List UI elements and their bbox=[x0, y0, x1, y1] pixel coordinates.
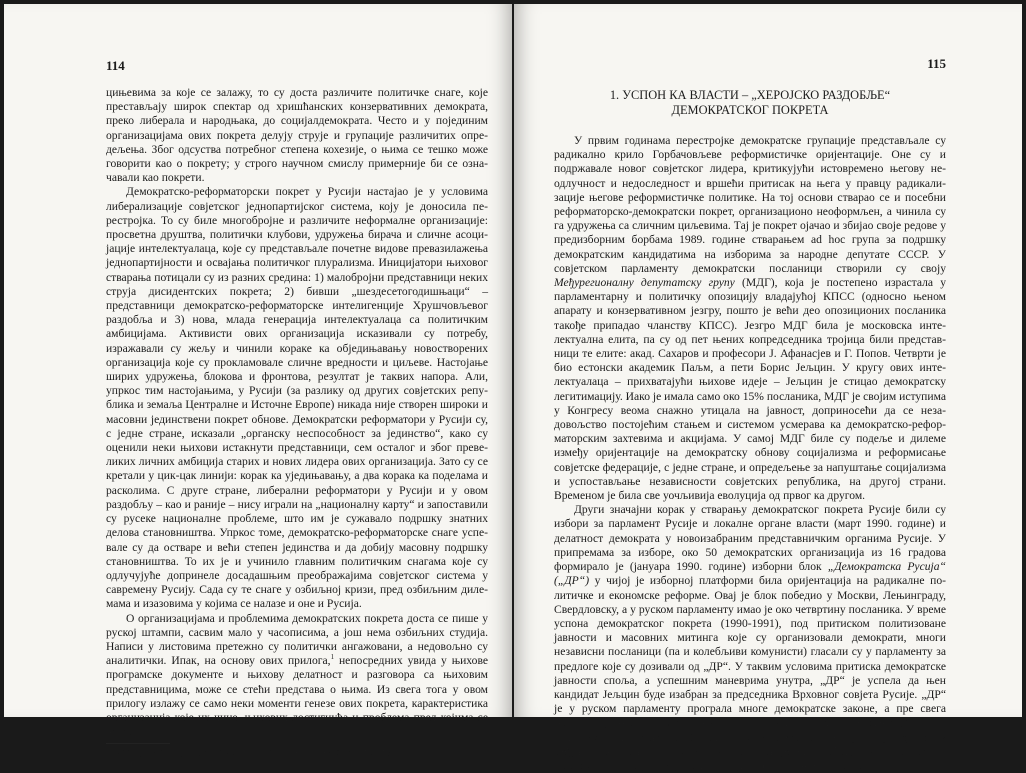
paragraph-part: (12. јуна 1990. године). Ослањајући се на подршку политизованих бирача и демократских партија, која су се у међувремену створале, демократи су извојевали победу на изборима за председника Русије (12. јуна 1991. године). Јељцин је победио пе- bbox=[554, 716, 946, 772]
left-page-body bbox=[106, 86, 488, 739]
left-page bbox=[4, 4, 512, 759]
right-page-body bbox=[554, 134, 946, 773]
footnote-text: Важнији материјали, документи и чланци наведени су у литератури. bbox=[112, 747, 404, 759]
paragraph bbox=[554, 134, 946, 503]
paragraph: Демократско-реформаторски покрет у Русији настајао је у условима либерализације совјетског једнопартијског система, коју је доносила перестројка. То су биле многобројне и различите неформалне организације: просветна друштва, политички клубови, удружења бирача и сличне асоцијације интелектуалаца, које су представљале почетне видове превазилажења једнопартијности и освајања политичког плурализма. Иницијатори њиховог стварања потицали су из разних средина: 1) малобројни представници неких струја дисидентских покрета; 2) бивши „шездесетогодишњаци“ – представници демократско-реформаторске интелигенције Хрушчовљевог раздобља и 3) нова, млада генерација интелектуалаца са политичким амбицијама. Активисти ових организација исказивали су потребу, изражавали су жељу и чинили кораке ка обједињавању новостворених организација које су прокламовале сличне вредности и циљеве. Настојање ширих удружења, блокова и фронтова, резултат је таквих напора. Али, упркос тим настојањима, у Русији (за разлику од других совјетских република и земаља Централне и Источне Европе) никада није створен широки и масовни јединствени покрет обнове. Демократски реформатори у Русији су, с једне стране, исказали „органску неспособност за јединство“, како су оценили неки њихови истакнути представници, сем осталог и због превеликих личних амбиција старих и нових лидера ових организација. Зато су се кретали у цик-цак линији: корак ка уједињавању, а два корака ка поделама и расколима. С друге стране, либерални реформатори у Русији и у овом раздобљу – као и раније – нису играли на „националну карту“ и запоставили су русеке националне проблеме, што им је сужавало подршку знатних делова становништва. Упркос томе, демократско-реформаторске снаге успевале су да остваре и већи степен јединства и да добију масовну подршку становништва. То их је и учинило главним политичким снагама које су одлучујуће допринеле досадашњим преображајима совјетског система у савремену Русију. Сада су те снаге у озбиљној кризи, пред озбиљним дилемама и изазовима у којима се налазе и оне и Русија. bbox=[106, 185, 488, 611]
emphasis: Међурегионалну депутатску групу bbox=[554, 276, 735, 290]
paragraph-part: У првим годинама перестројке демократске групације представљале су радикално крило Горбачовљеве реформистичке оријентације. Оне су и подржавале новог совјетског лидера, критикујући истовремено његову неодлучност и недоследност и вршећи притисак на њега у правцу радикализације његове реформистичке политике. На тој основи стварао се и посебни реформаторско-демократски покрет, организационо неоформљен, а чинила су га удружења са сличним циљевима. Тај је покрет ојачао и збијао своје редове у предизборним борбама 1989. године стварањем ad hoc група за подршку демократским кандидатима на изборима за народне депутате СССР. У совјетском парламенту демократски посланици створили су своју bbox=[554, 134, 946, 275]
paragraph-part: непосредних увида у њихове програмске документе и њихову делатност и разговора са њиховим представницима, може се стећи представа о њима. Из свега тога у овом прилогу излажу се само неки моменти генезе ових покрета, карактеристика организација које их чине, њихових достигнућа и проблема пред којима се налазе. bbox=[106, 654, 488, 739]
emphasis: „Демократска Русија“ („ДР“) bbox=[554, 560, 946, 588]
paragraph: цињевима за које се залажу, то су доста различите политичке снаге, које престављају широк спектар од хришћанских конзервативних демократа, преко либерала и народњака, до социјалдемократа. Често и у појединим организацијама ових покрета делују струје и групације различитих опредељења. Због одсуства потребног степена кохезије, о њима се тешко може говорити као о покрету; у строго научном смислу примерније би се означавали као покрети. bbox=[106, 86, 488, 185]
right-page bbox=[514, 4, 1022, 772]
chapter-heading bbox=[554, 88, 946, 118]
heading-line: 1. УСПОН КА ВЛАСТИ – „ХЕРОЈСКО РАЗДОБЉЕ“ bbox=[609, 88, 891, 102]
footnote bbox=[106, 747, 488, 759]
paragraph-part: Други значајни корак у стварању демократског покрета Русије били су избори за парламент Русије и локалне органе власти (март 1990. године) и делатност демократа у новоизабраним представничким органима Русије. У припремама за изборе, око 50 демократских организација из 16 градова формирало је (јануара 1990. године) изборни блок bbox=[554, 503, 946, 574]
paragraph bbox=[554, 503, 946, 773]
footnote-ref: 1 bbox=[330, 653, 335, 662]
paragraph bbox=[106, 612, 488, 740]
page-number-right: 115 bbox=[927, 56, 946, 71]
footnote-marker: 1 bbox=[106, 745, 110, 754]
paragraph-part: О организацијама и проблемима демократских покрета доста се пише у руској штампи, сасвим мало у часописима, а још нема озбиљних студија. Написи у листовима претежно су политички ангажовани, а недовољно су аналитички. Ипак, на основу ових прилога, bbox=[106, 611, 488, 668]
paragraph-part: у чијој је изборној платформи била оријентација на радикалне политичке и економске реформе. Овај је блок победио у Москви, Лењинграду, Свердловску, а у руском парламенту имао је око четвртину посланика. У време успона демократског покрета (1990-1991), под притиском политизоване јавности и масовних митинга које су организовали демократи, многи независни посланици (па и колебљиви комунисти) гласали су у парламенту за предлоге које су дозивали од „ДР“. У таквим условима притиска демократске јавности споља, а успешним маневрима унутра, „ДР“ је успела да њен кандидат Јељцин буде изабран за председника Врховног совјета Русије. „ДР“ је у руском парламенту програла многе демократске законе, а пре свега bbox=[554, 574, 946, 716]
page-number-left: 114 bbox=[106, 58, 125, 73]
heading-line: ДЕМОКРАТСКОГ ПОКРЕТА bbox=[671, 103, 829, 117]
footnote-divider bbox=[106, 743, 170, 744]
paragraph-part: (МДГ), која је постепено израстала у парламентарну и политичку опозицију владајућој КПСС (односно њеном апарату и конзервативном језгру, пошто је већи део опозиционих посланика такође припадао чланству КПСС). Језгро МДГ била је московска интелектуална елита, па су од пет њених копредседника тројица били представници те елите: акад. Сахаров и професори Ј. Афанасјев и Г. Попов. Четврти је био естонски академик Паљм, а пети Борис Јељцин. У кругу ових интелектуалаца – прихватајући њихове идеје – Јељцин је стицао демократску легитимацију. Иако је имала само око 15% посланика, МДГ је својим иступима у Конгресу веома снажно утицала на јавност, доприносећи да се незадовољство постојећим стањем и системом усмерава ка демократско-реформаторским захтевима и акцијама. У самој МДГ биле су подеље и дилеме између оријентације на демократску обнову социјализма и реформисање совјетске федерације, с једне стране, и опредељење за напуштање социјализма и успостављање независности совјетских република, на другој страни. Временом је била све уочљивија еволуција од првог ка другом. bbox=[554, 276, 946, 503]
emphasis: Декларацију о суверенитету Русије bbox=[554, 716, 734, 730]
